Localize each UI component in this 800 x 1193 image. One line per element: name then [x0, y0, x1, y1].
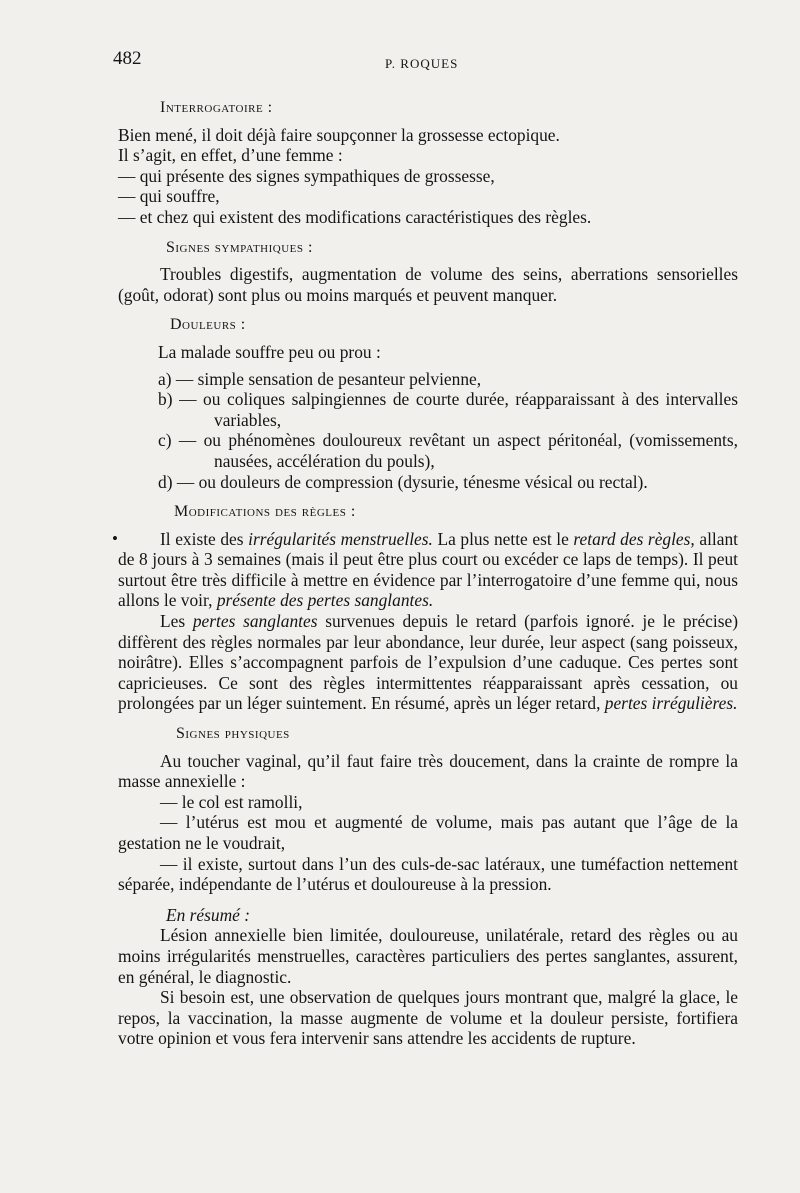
modifications-paragraph-2: Les pertes sanglantes survenues depuis le retard (parfois ignoré. je le précise) diffèrent des règles normales par leur abondance, leur durée, leur aspect (sang poisseux, noirâtre). Elles s’accompagnent parfois de l’expulsion d’une caduque. Ces pertes sont capricieuses. Ce sont des règles intermittentes réapparaissant après cessation, ou prolongées par un léger suintement. En résumé, après un léger retard, pertes irrégulières. [118, 611, 738, 714]
douleurs-intro: La malade souffre peu ou prou : [158, 341, 381, 362]
running-header-author: P. ROQUES [385, 56, 459, 71]
interrogatoire-line: — qui souffre, [118, 186, 220, 207]
douleurs-item: b) — ou coliques salpingiennes de courte durée, réapparaissant à des intervalles variables, [158, 389, 738, 430]
signes-physiques-item: — l’utérus est mou et augmenté de volume, mais pas autant que l’âge de la gestation ne le voudrait, [118, 812, 738, 853]
douleurs-item: d) — ou douleurs de compression (dysurie, ténesme vésical ou rectal). [158, 471, 648, 492]
douleurs-item: c) — ou phénomènes douloureux revêtant un aspect péritonéal, (vomissements, nausées, accélération du pouls), [158, 430, 738, 471]
bullet-icon: • [112, 528, 118, 548]
interrogatoire-line: — et chez qui existent des modifications caractéristiques des règles. [118, 206, 592, 227]
page-body [112, 88, 738, 1049]
heading-modifications-regles: Modifications des règles : [174, 503, 356, 521]
resume-paragraph-2: Si besoin est, une observation de quelques jours montrant que, malgré la glace, le repos, la vaccination, la masse augmente de volume et la douleur persiste, fortifiera votre opinion et vous fera intervenir sans attendre les accidents de rupture. [118, 987, 738, 1049]
heading-signes-physiques: Signes physiques [176, 725, 290, 743]
interrogatoire-line: — qui présente des signes sympathiques de grossesse, [118, 165, 495, 186]
modifications-paragraph-1: • Il existe des irrégularités menstruelles. La plus nette est le retard des règles, allant de 8 jours à 3 semaines (mais il peut être plus court ou excéder ce laps de temps). Il peut surtout être très difficile à mettre en évidence par l’interrogatoire d’une femme qui, nous allons le voir, présente des pertes sanglantes. [112, 528, 738, 611]
douleurs-item: a) — simple sensation de pesanteur pelvienne, [158, 368, 482, 389]
interrogatoire-line: Il s’agit, en effet, d’une femme : [118, 145, 343, 166]
signes-physiques-item: — il existe, surtout dans l’un des culs-de-sac latéraux, une tuméfaction nettement séparée, indépendante de l’utérus et douloureuse à la pression. [118, 853, 738, 895]
heading-en-resume: En résumé : [166, 904, 251, 925]
resume-paragraph-1: Lésion annexielle bien limitée, douloureuse, unilatérale, retard des règles ou au moins irrégularités menstruelles, caractères particuliers des pertes sanglantes, assurent, en général, le diagnostic. [118, 925, 738, 987]
signes-physiques-item: — le col est ramolli, [160, 791, 303, 812]
signes-physiques-intro: Au toucher vaginal, qu’il faut faire très doucement, dans la crainte de rompre la masse annexielle : [118, 750, 738, 792]
page-number: 482 [113, 48, 142, 69]
heading-signes-sympathiques: Signes sympathiques : [166, 238, 313, 256]
interrogatoire-line: Bien mené, il doit déjà faire soupçonner la grossesse ectopique. [118, 124, 560, 145]
heading-interrogatoire: Interrogatoire : [160, 99, 273, 116]
heading-douleurs: Douleurs : [170, 316, 246, 334]
signes-sympathiques-text: Troubles digestifs, augmentation de volume des seins, aberrations sensorielles (goût, odorat) sont plus ou moins marqués et peuvent manquer. [118, 264, 738, 305]
